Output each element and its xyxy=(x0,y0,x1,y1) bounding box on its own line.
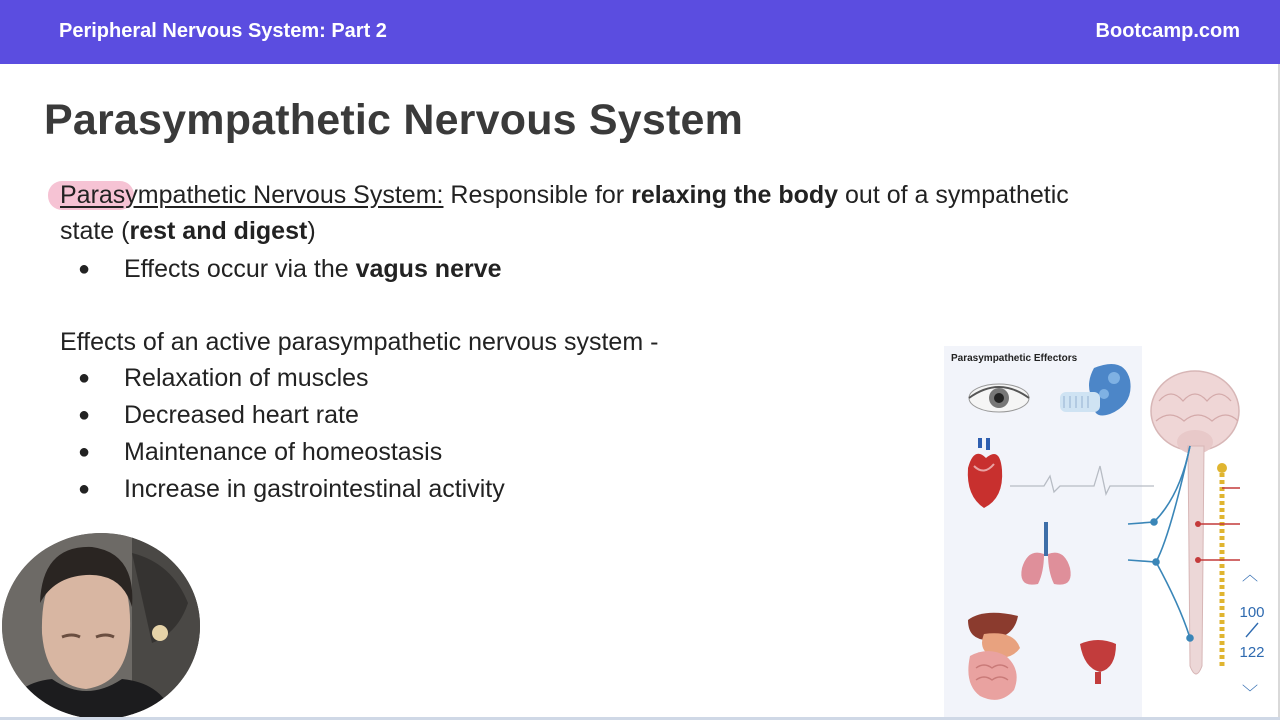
definition-line2-text: state ( xyxy=(60,217,130,245)
list-item xyxy=(78,434,505,471)
chevron-up-icon[interactable]: ︿ xyxy=(1242,567,1259,584)
definition-text-1: Responsible for xyxy=(443,181,632,209)
definition-bold-1: relaxing the body xyxy=(631,181,839,209)
bullet-bold: vagus nerve xyxy=(355,255,502,283)
heart-icon xyxy=(968,438,1002,508)
bullet-text: Effects occur via the xyxy=(124,255,356,283)
list-item xyxy=(78,397,505,434)
slide-title: Parasympathetic Nervous System xyxy=(44,96,744,144)
course-title: Peripheral Nervous System: Part 2 xyxy=(59,20,387,42)
current-slide-number: 100 xyxy=(1239,604,1265,621)
effect-text: Increase in gastrointestinal activity xyxy=(124,475,505,503)
effects-heading: Effects of an active parasympathetic nervous system - xyxy=(60,328,659,356)
lungs-icon xyxy=(1021,522,1070,585)
effect-text: Maintenance of homeostasis xyxy=(124,438,443,466)
ecg-line-icon xyxy=(1010,466,1154,494)
total-slides: 122 xyxy=(1239,644,1265,661)
bullet-icon: ● xyxy=(78,258,91,280)
bladder-icon xyxy=(1080,640,1116,684)
bullet-icon: ● xyxy=(78,478,91,500)
definition-bold-2: rest and digest xyxy=(129,217,308,245)
list-item xyxy=(78,360,505,397)
definition-text-2: out of a sympathetic xyxy=(838,181,1069,209)
definition-line-2 xyxy=(60,213,316,249)
list-item xyxy=(78,471,505,508)
bullet-icon: ● xyxy=(78,441,91,463)
bullet-icon: ● xyxy=(78,404,91,426)
list-item xyxy=(78,251,502,288)
pager-divider xyxy=(1242,620,1262,640)
slide-pager xyxy=(1230,560,1274,710)
effect-text: Relaxation of muscles xyxy=(124,364,369,392)
brain-icon xyxy=(1151,371,1239,454)
presenter-webcam-icon xyxy=(2,533,200,719)
definition-bullets xyxy=(78,251,502,288)
bullet-icon: ● xyxy=(78,367,91,389)
figure-title: Parasympathetic Effectors xyxy=(951,353,1078,364)
chevron-down-icon[interactable]: ﹀ xyxy=(1242,685,1259,702)
definition-line2-end: ) xyxy=(307,217,316,245)
definition-term: Parasympathetic Nervous System: xyxy=(60,181,444,209)
salivary-gland-icon xyxy=(1060,364,1131,416)
brand-logo-text[interactable]: Bootcamp.com xyxy=(1095,20,1240,42)
effects-list xyxy=(78,360,505,508)
definition-line-1 xyxy=(60,177,1069,213)
liver-stomach-intestine-icon xyxy=(968,613,1020,700)
header-bar xyxy=(0,0,1280,64)
vagus-nerve-lines xyxy=(1128,446,1193,641)
eye-icon xyxy=(969,384,1029,412)
effect-text: Decreased heart rate xyxy=(124,401,359,429)
